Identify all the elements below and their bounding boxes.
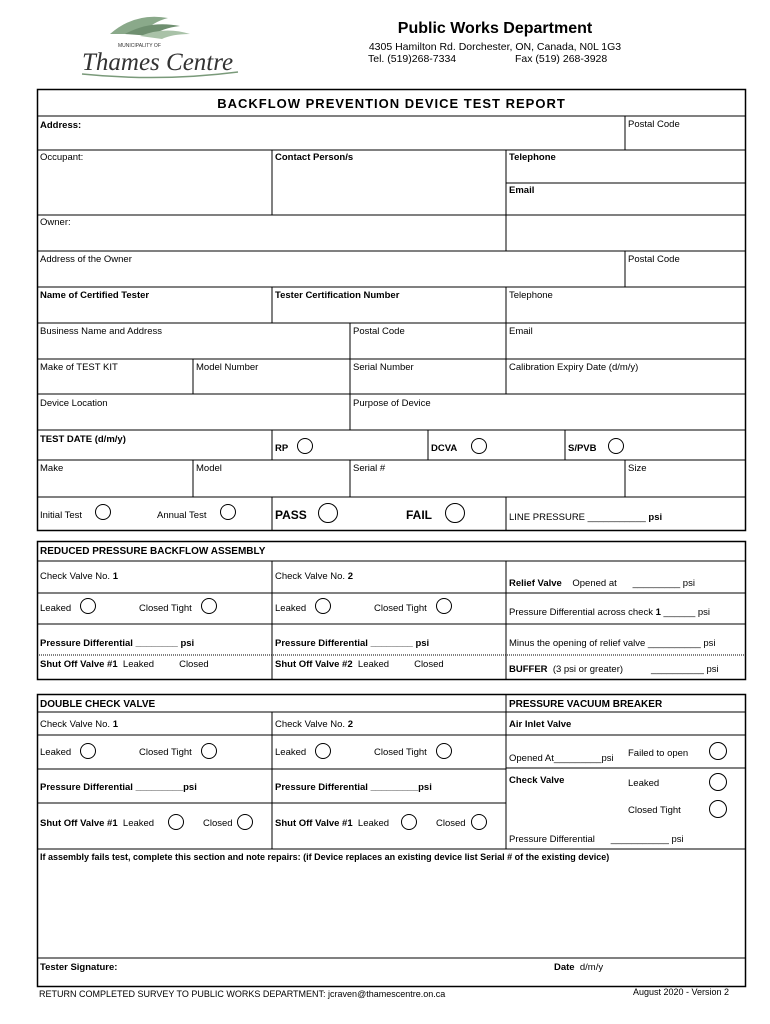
dc-cv2-closed-tight-radio[interactable] bbox=[436, 743, 452, 759]
occupant-label[interactable]: Occupant: bbox=[40, 152, 84, 163]
device-serial-label[interactable]: Serial # bbox=[353, 463, 386, 474]
pvb-closed-tight-radio[interactable] bbox=[709, 800, 727, 818]
signature-date-label[interactable]: Date d/m/y bbox=[554, 962, 604, 973]
rp-cv2-pd-label[interactable]: Pressure Differential ________ psi bbox=[275, 638, 430, 649]
dcva-radio[interactable] bbox=[471, 438, 487, 454]
buffer-label[interactable]: BUFFER (3 psi or greater) __________ psi bbox=[509, 664, 719, 675]
pass-label: PASS bbox=[275, 508, 307, 522]
tester-signature-label[interactable]: Tester Signature: bbox=[40, 962, 118, 973]
dc-check-valve-1-label: Check Valve No. 1 bbox=[40, 719, 118, 730]
dc-shutoff-1: Shut Off Valve #1 Leaked bbox=[40, 818, 155, 829]
dc-shutoff-2-leaked-radio[interactable] bbox=[401, 814, 417, 830]
test-kit-make-label[interactable]: Make of TEST KIT bbox=[40, 362, 118, 373]
form-title: BACKFLOW PREVENTION DEVICE TEST REPORT bbox=[217, 96, 566, 111]
tester-name-label[interactable]: Name of Certified Tester bbox=[40, 290, 150, 301]
contact-person-label[interactable]: Contact Person/s bbox=[275, 152, 354, 163]
department-address: 4305 Hamilton Rd. Dorchester, ON, Canada, N0L 1G3 bbox=[368, 41, 622, 53]
fail-label: FAIL bbox=[406, 508, 432, 522]
tester-telephone-label[interactable]: Telephone bbox=[509, 290, 553, 301]
annual-test-radio[interactable] bbox=[220, 504, 236, 520]
pvb-closed-tight-label: Closed Tight bbox=[628, 805, 681, 816]
spvb-label: S/PVB bbox=[568, 443, 597, 454]
rp-radio[interactable] bbox=[297, 438, 313, 454]
dc-shutoff-2-closed-label: Closed bbox=[436, 818, 466, 829]
telephone-bold-label[interactable]: Telephone bbox=[509, 152, 556, 163]
rp-cv1-leaked-label: Leaked bbox=[40, 603, 72, 614]
rp-cv1-leaked-radio[interactable] bbox=[80, 598, 96, 614]
svg-text:MUNICIPALITY OF: MUNICIPALITY OF bbox=[118, 43, 161, 49]
relief-valve-label[interactable]: Relief Valve Opened at _________ psi bbox=[509, 578, 695, 589]
department-tel: Tel. (519)268-7334 bbox=[368, 53, 457, 65]
rp-cv1-closed-tight-radio[interactable] bbox=[201, 598, 217, 614]
failed-open-label: Failed to open bbox=[628, 748, 689, 759]
version-label: August 2020 - Version 2 bbox=[633, 987, 730, 997]
pvb-check-valve-label: Check Valve bbox=[509, 775, 565, 786]
dc-shutoff-1-leaked-radio[interactable] bbox=[168, 814, 184, 830]
dc-cv1-pd-label[interactable]: Pressure Differential _________psi bbox=[40, 782, 197, 793]
rp-section-title: REDUCED PRESSURE BACKFLOW ASSEMBLY bbox=[40, 546, 266, 557]
rp-check-valve-2-label: Check Valve No. 2 bbox=[275, 571, 353, 582]
rp-label: RP bbox=[275, 443, 289, 454]
rp-shutoff-1: Shut Off Valve #1 Leaked Closed bbox=[40, 659, 209, 670]
postal-code-label[interactable]: Postal Code bbox=[628, 119, 680, 130]
dc-cv1-closed-tight-radio[interactable] bbox=[201, 743, 217, 759]
spvb-radio[interactable] bbox=[608, 438, 624, 454]
dcva-label: DCVA bbox=[431, 443, 458, 454]
repairs-note: If assembly fails test, complete this section and note repairs: (if Device replaces an existing device list Serial # of the existing device) bbox=[40, 852, 610, 862]
pass-radio[interactable] bbox=[318, 503, 338, 523]
dc-shutoff-1-closed-radio[interactable] bbox=[237, 814, 253, 830]
pvb-opened-at-label[interactable]: Opened At_________psi bbox=[509, 753, 614, 764]
device-purpose-label[interactable]: Purpose of Device bbox=[353, 398, 431, 409]
business-label[interactable]: Business Name and Address bbox=[40, 326, 162, 337]
device-model-label[interactable]: Model bbox=[196, 463, 222, 474]
owner-address-label[interactable]: Address of the Owner bbox=[40, 254, 132, 265]
rp-check-valve-1-label: Check Valve No. 1 bbox=[40, 571, 118, 582]
test-kit-serial-label[interactable]: Serial Number bbox=[353, 362, 414, 373]
address-label[interactable]: Address: bbox=[40, 120, 82, 131]
dc-cv1-leaked-label: Leaked bbox=[40, 747, 72, 758]
line-pressure-label[interactable]: LINE PRESSURE ___________ psi bbox=[509, 512, 663, 523]
failed-open-radio[interactable] bbox=[709, 742, 727, 760]
rp-cv2-leaked-label: Leaked bbox=[275, 603, 307, 614]
rp-cv1-closed-tight-label: Closed Tight bbox=[139, 603, 192, 614]
rp-cv1-pd-label[interactable]: Pressure Differential ________ psi bbox=[40, 638, 195, 649]
email-bold-label[interactable]: Email bbox=[509, 185, 535, 196]
repairs-textarea[interactable] bbox=[40, 866, 740, 954]
fail-radio[interactable] bbox=[445, 503, 465, 523]
pd-across-check-label[interactable]: Pressure Differential across check 1 ______ psi bbox=[509, 607, 711, 618]
device-make-label[interactable]: Make bbox=[40, 463, 64, 474]
dc-cv2-pd-label[interactable]: Pressure Differential _________psi bbox=[275, 782, 432, 793]
pvb-section-title: PRESSURE VACUUM BREAKER bbox=[509, 699, 663, 710]
business-postal-code-label[interactable]: Postal Code bbox=[353, 326, 405, 337]
initial-test-radio[interactable] bbox=[95, 504, 111, 520]
dc-shutoff-2: Shut Off Valve #1 Leaked bbox=[275, 818, 390, 829]
dc-cv1-closed-tight-label: Closed Tight bbox=[139, 747, 192, 758]
rp-shutoff-2: Shut Off Valve #2 Leaked Closed bbox=[275, 659, 444, 670]
dc-cv1-leaked-radio[interactable] bbox=[80, 743, 96, 759]
pvb-pd-label[interactable]: Pressure Differential ___________ psi bbox=[509, 834, 684, 845]
dc-cv2-leaked-label: Leaked bbox=[275, 747, 307, 758]
dc-section-title: DOUBLE CHECK VALVE bbox=[40, 699, 156, 710]
dc-cv2-closed-tight-label: Closed Tight bbox=[374, 747, 427, 758]
pvb-leaked-radio[interactable] bbox=[709, 773, 727, 791]
initial-test-label: Initial Test bbox=[40, 510, 83, 521]
annual-test-label: Annual Test bbox=[157, 510, 207, 521]
rp-cv2-closed-tight-label: Closed Tight bbox=[374, 603, 427, 614]
pvb-leaked-label: Leaked bbox=[628, 778, 660, 789]
rp-cv2-closed-tight-radio[interactable] bbox=[436, 598, 452, 614]
svg-text:Thames Centre: Thames Centre bbox=[82, 49, 234, 76]
test-kit-model-label[interactable]: Model Number bbox=[196, 362, 259, 373]
dc-shutoff-2-closed-radio[interactable] bbox=[471, 814, 487, 830]
device-location-label[interactable]: Device Location bbox=[40, 398, 108, 409]
dc-check-valve-2-label: Check Valve No. 2 bbox=[275, 719, 353, 730]
air-inlet-label: Air Inlet Valve bbox=[509, 719, 572, 730]
rp-cv2-leaked-radio[interactable] bbox=[315, 598, 331, 614]
calibration-label[interactable]: Calibration Expiry Date (d/m/y) bbox=[509, 362, 639, 373]
tester-cert-label[interactable]: Tester Certification Number bbox=[275, 290, 400, 301]
minus-relief-label[interactable]: Minus the opening of relief valve __________ psi bbox=[509, 638, 716, 649]
dc-cv2-leaked-radio[interactable] bbox=[315, 743, 331, 759]
department-title: Public Works Department bbox=[397, 20, 593, 37]
tester-email-label[interactable]: Email bbox=[509, 326, 533, 337]
owner-postal-code-label[interactable]: Postal Code bbox=[628, 254, 680, 265]
return-instructions: RETURN COMPLETED SURVEY TO PUBLIC WORKS DEPARTMENT: jcraven@thamescentre.on.ca bbox=[39, 989, 446, 999]
test-date-label[interactable]: TEST DATE (d/m/y) bbox=[40, 434, 126, 445]
department-fax: Fax (519) 268-3928 bbox=[515, 53, 608, 65]
owner-label[interactable]: Owner: bbox=[40, 217, 71, 228]
device-size-label[interactable]: Size bbox=[628, 463, 647, 474]
dc-shutoff-1-closed-label: Closed bbox=[203, 818, 233, 829]
